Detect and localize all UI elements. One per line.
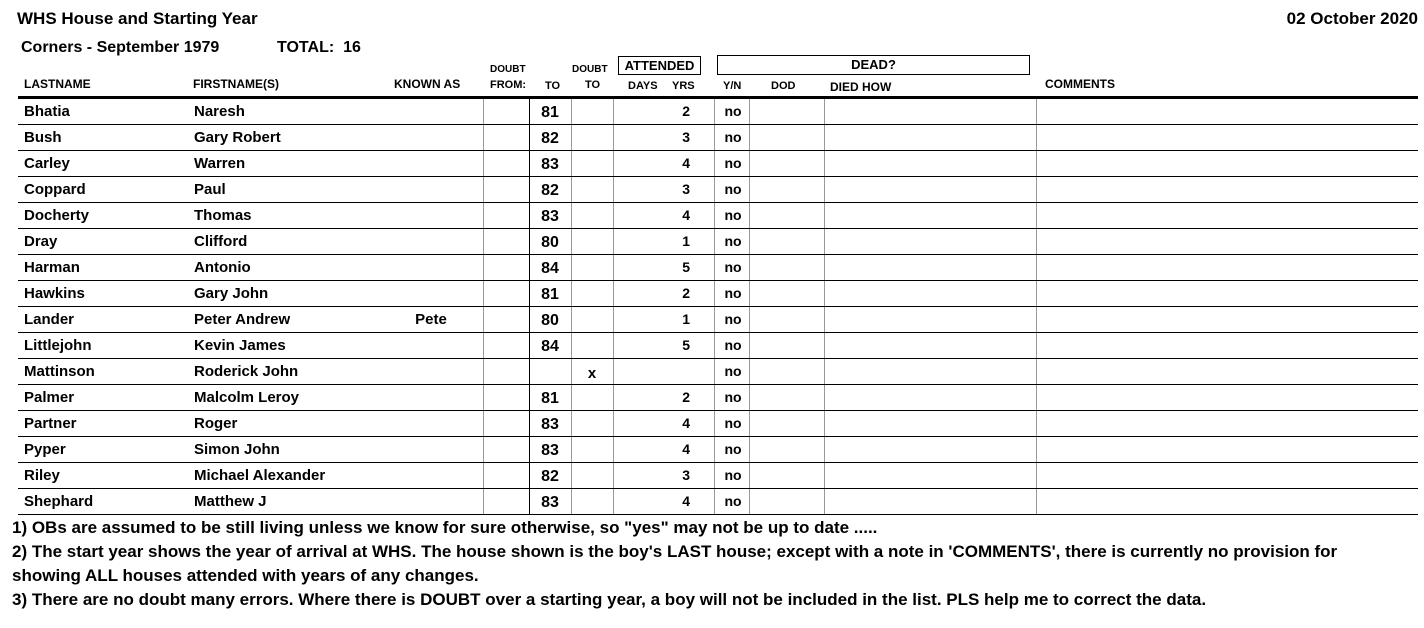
cell-lastname: Palmer xyxy=(24,389,75,406)
cell-lastname: Riley xyxy=(24,467,60,484)
cell-dead-yn: no xyxy=(724,337,742,353)
col-to: TO xyxy=(545,80,561,92)
cell-divider xyxy=(714,203,715,228)
cell-divider xyxy=(483,333,484,358)
roster-table xyxy=(18,99,1418,515)
cell-divider xyxy=(1036,229,1037,254)
cell-divider xyxy=(714,411,715,436)
cell-lastname: Coppard xyxy=(24,181,86,198)
cell-lastname: Lander xyxy=(24,311,75,328)
cell-firstnames: Antonio xyxy=(194,259,251,276)
cell-lastname: Hawkins xyxy=(24,285,85,302)
cell-years: 5 xyxy=(682,259,690,275)
cell-divider xyxy=(483,151,484,176)
cell-dead-yn: no xyxy=(724,441,742,457)
col-comments: COMMENTS xyxy=(1045,77,1115,91)
cell-divider xyxy=(613,359,614,384)
cell-divider xyxy=(1036,463,1037,488)
cell-doubt-to xyxy=(572,411,612,436)
cell-dead-yn: no xyxy=(724,493,742,509)
cell-lastname: Harman xyxy=(24,259,80,276)
cell-divider xyxy=(613,229,614,254)
cell-divider xyxy=(749,177,750,202)
cell-divider xyxy=(613,385,614,410)
cell-divider xyxy=(824,307,825,332)
cell-divider xyxy=(824,489,825,514)
cell-years: 2 xyxy=(682,285,690,301)
cell-divider xyxy=(483,411,484,436)
cell-years: 3 xyxy=(682,181,690,197)
cell-divider xyxy=(1036,437,1037,462)
total-label: TOTAL: xyxy=(277,39,335,56)
cell-divider xyxy=(1036,333,1037,358)
cell-divider xyxy=(714,307,715,332)
cell-divider xyxy=(824,333,825,358)
cell-firstnames: Malcolm Leroy xyxy=(194,389,300,406)
cell-known-as xyxy=(383,99,479,124)
cell-years: 3 xyxy=(682,129,690,145)
cell-known-as xyxy=(383,229,479,254)
cell-start-year: 83 xyxy=(541,416,559,433)
cell-dead-yn: no xyxy=(724,129,742,145)
cell-divider xyxy=(1036,489,1037,514)
cell-firstnames: Gary John xyxy=(194,285,269,302)
cell-firstnames: Roger xyxy=(194,415,238,432)
col-lastname: LASTNAME xyxy=(24,77,91,91)
note-line: 1) OBs are assumed to be still living unless we know for sure otherwise, so "yes" may not be up to date ..... xyxy=(12,518,878,537)
cell-years: 4 xyxy=(682,441,690,457)
col-yn: Y/N xyxy=(723,80,742,92)
cell-divider xyxy=(483,437,484,462)
cell-dead-yn: no xyxy=(724,389,742,405)
cell-firstnames: Gary Robert xyxy=(194,129,281,146)
cell-doubt-to xyxy=(572,99,612,124)
cell-divider xyxy=(714,281,715,306)
cell-divider xyxy=(749,489,750,514)
cell-divider xyxy=(613,281,614,306)
cell-firstnames: Roderick John xyxy=(194,363,299,380)
cell-divider xyxy=(1036,307,1037,332)
cell-divider xyxy=(714,125,715,150)
cell-divider xyxy=(749,125,750,150)
col-dod: DOD xyxy=(771,80,796,92)
cell-divider xyxy=(714,255,715,280)
cell-known-as xyxy=(383,437,479,462)
cell-divider xyxy=(824,151,825,176)
cell-doubt-to xyxy=(572,437,612,462)
table-row xyxy=(18,385,1418,411)
cell-start-year: 83 xyxy=(541,156,559,173)
cell-divider xyxy=(483,385,484,410)
table-row xyxy=(18,359,1418,385)
table-row xyxy=(18,125,1418,151)
cell-divider xyxy=(714,385,715,410)
cell-divider xyxy=(1036,359,1037,384)
cell-divider xyxy=(714,437,715,462)
col-yrs: YRS xyxy=(672,80,695,92)
cell-lastname: Shephard xyxy=(24,493,94,510)
table-row xyxy=(18,333,1418,359)
cell-known-as xyxy=(383,281,479,306)
table-row xyxy=(18,151,1418,177)
cell-dead-yn: no xyxy=(724,363,742,379)
table-row xyxy=(18,203,1418,229)
cell-divider xyxy=(749,255,750,280)
note-line: 2) The start year shows the year of arrival at WHS. The house shown is the boy's LAST house; except with a note in 'COMMENTS', there is currently no provision for xyxy=(12,542,1338,561)
total-count xyxy=(277,39,361,57)
cell-doubt-to xyxy=(572,229,612,254)
cell-divider xyxy=(613,203,614,228)
cell-divider xyxy=(483,489,484,514)
cell-divider xyxy=(1036,151,1037,176)
table-row xyxy=(18,463,1418,489)
cell-divider xyxy=(714,333,715,358)
cell-years: 5 xyxy=(682,337,690,353)
cell-start-year: 81 xyxy=(541,390,559,407)
cell-lastname: Partner xyxy=(24,415,77,432)
cell-divider xyxy=(714,463,715,488)
cell-divider xyxy=(749,307,750,332)
cell-divider xyxy=(749,203,750,228)
cell-start-year: 82 xyxy=(541,182,559,199)
notes-section xyxy=(12,516,1417,612)
cell-divider xyxy=(483,307,484,332)
cell-years xyxy=(668,359,690,384)
cell-years: 4 xyxy=(682,415,690,431)
cell-divider xyxy=(1036,177,1037,202)
cell-divider xyxy=(824,203,825,228)
cell-doubt-to: x xyxy=(587,365,597,382)
cell-known-as xyxy=(383,177,479,202)
cell-firstnames: Simon John xyxy=(194,441,280,458)
cell-dead-yn: no xyxy=(724,467,742,483)
cell-dead-yn: no xyxy=(724,311,742,327)
cell-start-year: 83 xyxy=(541,442,559,459)
house-subtitle: Corners - September 1979 xyxy=(21,39,220,56)
cell-divider xyxy=(749,229,750,254)
cell-divider xyxy=(1036,99,1037,124)
cell-divider xyxy=(824,463,825,488)
table-row xyxy=(18,411,1418,437)
cell-dead-yn: no xyxy=(724,415,742,431)
table-row xyxy=(18,489,1418,515)
cell-start-year: 81 xyxy=(541,286,559,303)
cell-divider xyxy=(1036,125,1037,150)
cell-divider xyxy=(483,463,484,488)
cell-years: 3 xyxy=(682,467,690,483)
cell-dead-yn: no xyxy=(724,233,742,249)
cell-years: 2 xyxy=(682,103,690,119)
cell-divider xyxy=(714,151,715,176)
cell-known-as xyxy=(383,385,479,410)
cell-divider xyxy=(483,203,484,228)
cell-lastname: Littlejohn xyxy=(24,337,92,354)
cell-dead-yn: no xyxy=(724,207,742,223)
table-row xyxy=(18,99,1418,125)
cell-divider xyxy=(483,359,484,384)
cell-start-year: 84 xyxy=(541,338,559,355)
cell-divider xyxy=(613,463,614,488)
cell-divider xyxy=(613,333,614,358)
cell-dead-yn: no xyxy=(724,103,742,119)
cell-known-as xyxy=(383,489,479,514)
cell-divider xyxy=(714,177,715,202)
cell-divider xyxy=(613,307,614,332)
cell-lastname: Docherty xyxy=(24,207,90,224)
cell-doubt-to xyxy=(572,489,612,514)
cell-start-year: 80 xyxy=(541,312,559,329)
cell-lastname: Carley xyxy=(24,155,70,172)
cell-doubt-to xyxy=(572,281,612,306)
cell-divider xyxy=(824,229,825,254)
table-row xyxy=(18,307,1418,333)
cell-lastname: Bush xyxy=(24,129,62,146)
cell-start-year: 81 xyxy=(541,104,559,121)
cell-doubt-to xyxy=(572,307,612,332)
cell-doubt-to xyxy=(572,203,612,228)
table-row xyxy=(18,229,1418,255)
cell-divider xyxy=(824,281,825,306)
cell-divider xyxy=(749,411,750,436)
cell-years: 4 xyxy=(682,155,690,171)
report-date: 02 October 2020 xyxy=(1286,9,1418,28)
table-row xyxy=(18,437,1418,463)
cell-divider xyxy=(714,229,715,254)
cell-firstnames: Kevin James xyxy=(194,337,286,354)
cell-divider xyxy=(1036,385,1037,410)
note-line: 3) There are no doubt many errors. Where there is DOUBT over a starting year, a boy will not be included in the list. PLS help me to correct the data. xyxy=(12,590,1207,609)
cell-divider xyxy=(749,437,750,462)
col-doubt-label: DOUBT xyxy=(490,64,526,75)
cell-known-as xyxy=(383,203,479,228)
cell-divider xyxy=(1036,411,1037,436)
cell-start-year: 84 xyxy=(541,260,559,277)
col-doubt-to: TO xyxy=(585,79,601,91)
cell-known-as xyxy=(383,411,479,436)
cell-divider xyxy=(483,99,484,124)
cell-years: 1 xyxy=(682,311,690,327)
cell-known-as xyxy=(383,255,479,280)
cell-dead-yn: no xyxy=(724,181,742,197)
cell-lastname: Pyper xyxy=(24,441,66,458)
cell-divider xyxy=(613,411,614,436)
cell-divider xyxy=(714,489,715,514)
cell-doubt-to xyxy=(572,463,612,488)
cell-lastname: Mattinson xyxy=(24,363,95,380)
cell-known-as xyxy=(383,151,479,176)
cell-start-year: 83 xyxy=(541,494,559,511)
cell-divider xyxy=(483,281,484,306)
cell-divider xyxy=(613,177,614,202)
cell-known-as: Pete xyxy=(415,311,447,328)
cell-doubt-to xyxy=(572,125,612,150)
cell-divider xyxy=(824,385,825,410)
cell-divider xyxy=(483,255,484,280)
cell-divider xyxy=(613,151,614,176)
cell-doubt-to xyxy=(572,385,612,410)
cell-years: 1 xyxy=(682,233,690,249)
cell-firstnames: Peter Andrew xyxy=(194,311,291,328)
cell-divider xyxy=(749,281,750,306)
cell-start-year xyxy=(530,359,570,384)
cell-divider xyxy=(749,385,750,410)
cell-divider xyxy=(1036,203,1037,228)
col-doubt2-label: DOUBT xyxy=(572,64,608,75)
cell-firstnames: Michael Alexander xyxy=(194,467,326,484)
cell-doubt-to xyxy=(572,177,612,202)
cell-lastname: Dray xyxy=(24,233,58,250)
col-dead: DEAD? xyxy=(717,55,1030,75)
cell-years: 4 xyxy=(682,493,690,509)
cell-divider xyxy=(483,125,484,150)
cell-firstnames: Warren xyxy=(194,155,246,172)
cell-divider xyxy=(824,99,825,124)
cell-divider xyxy=(714,99,715,124)
cell-firstnames: Naresh xyxy=(194,103,245,120)
col-attended: ATTENDED xyxy=(618,56,701,75)
cell-divider xyxy=(824,411,825,436)
cell-firstnames: Clifford xyxy=(194,233,248,250)
table-row xyxy=(18,177,1418,203)
col-days: DAYS xyxy=(628,80,658,92)
cell-start-year: 80 xyxy=(541,234,559,251)
table-row xyxy=(18,255,1418,281)
cell-firstnames: Matthew J xyxy=(194,493,267,510)
cell-divider xyxy=(749,99,750,124)
cell-divider xyxy=(1036,281,1037,306)
cell-years: 2 xyxy=(682,389,690,405)
cell-doubt-to xyxy=(572,255,612,280)
col-firstnames: FIRSTNAME(S) xyxy=(193,77,279,91)
col-known-as: KNOWN AS xyxy=(394,77,461,91)
cell-dead-yn: no xyxy=(724,155,742,171)
cell-divider xyxy=(749,333,750,358)
cell-divider xyxy=(613,437,614,462)
cell-divider xyxy=(483,177,484,202)
page-title: WHS House and Starting Year xyxy=(17,9,258,28)
cell-firstnames: Thomas xyxy=(194,207,252,224)
cell-divider xyxy=(613,125,614,150)
col-from: FROM: xyxy=(490,79,527,91)
cell-start-year: 83 xyxy=(541,208,559,225)
cell-divider xyxy=(749,463,750,488)
cell-divider xyxy=(613,489,614,514)
cell-divider xyxy=(824,177,825,202)
cell-known-as xyxy=(383,125,479,150)
cell-divider xyxy=(613,99,614,124)
cell-start-year: 82 xyxy=(541,468,559,485)
note-line: showing ALL houses attended with years of any changes. xyxy=(12,566,479,585)
cell-dead-yn: no xyxy=(724,259,742,275)
total-value: 16 xyxy=(343,39,361,56)
cell-doubt-to xyxy=(572,151,612,176)
cell-known-as xyxy=(383,463,479,488)
cell-known-as xyxy=(383,333,479,358)
col-died-how: DIED HOW xyxy=(830,80,892,94)
cell-divider xyxy=(483,229,484,254)
cell-divider xyxy=(824,255,825,280)
table-row xyxy=(18,281,1418,307)
cell-divider xyxy=(749,151,750,176)
cell-known-as xyxy=(383,359,479,384)
cell-dead-yn: no xyxy=(724,285,742,301)
cell-lastname: Bhatia xyxy=(24,103,70,120)
cell-firstnames: Paul xyxy=(194,181,226,198)
cell-divider xyxy=(824,359,825,384)
cell-divider xyxy=(824,125,825,150)
cell-doubt-to xyxy=(572,333,612,358)
cell-divider xyxy=(613,255,614,280)
cell-start-year: 82 xyxy=(541,130,559,147)
cell-years: 4 xyxy=(682,207,690,223)
cell-divider xyxy=(749,359,750,384)
cell-divider xyxy=(824,437,825,462)
cell-divider xyxy=(714,359,715,384)
cell-divider xyxy=(1036,255,1037,280)
